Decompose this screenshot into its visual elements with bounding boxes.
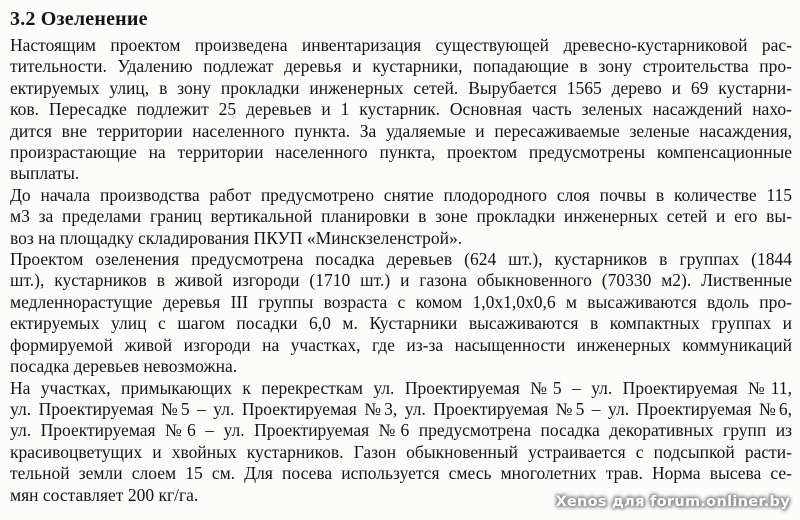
text-line: Проектом озеленения предусмотрена посадка деревьев (624 шт.), кустарников в группах (1844 bbox=[10, 249, 792, 270]
paragraph bbox=[10, 378, 792, 506]
text-line: шт.), кустарников в живой изгороди (1710 шт.) и газона обыкновенного (70330 м2). Лиственные bbox=[10, 270, 792, 291]
text-line: мян составляет 200 кг/га. bbox=[10, 484, 199, 505]
text-line: ков. Пересадке подлежит 25 деревьев и 1 кустарник. Основная часть зеленых насаждений нахо- bbox=[10, 99, 792, 120]
section-heading: 3.2 Озеленение bbox=[10, 8, 148, 30]
text-line: тельной земли слоем 15 см. Для посева используется смесь многолетних трав. Норма высева се- bbox=[10, 463, 792, 484]
text-line: красивоцветущих и хвойных кустарников. Газон обыкновенный устраивается с подсыпкой расти- bbox=[10, 441, 792, 462]
text-line: Настоящим проектом произведена инвентаризация существующей древесно-кустарниковой рас- bbox=[10, 35, 792, 55]
text-line: формируемой живой изгороди на участках, где из-за насыщенности инженерных коммуникаций bbox=[10, 334, 792, 355]
text-line: До начала производства работ предусмотрено снятие плодородного слоя почвы в количестве 115 bbox=[10, 184, 792, 205]
text-line: ектируемых улиц с шагом посадки 6,0 м. Кустарники высаживаются в компактных группах и bbox=[10, 313, 792, 334]
text-line: посадка деревьев невозможна. bbox=[10, 356, 238, 377]
text-line: ектируемых улиц, в зону прокладки инженерных сетей. Вырубается 1565 дерево и 69 кустарни- bbox=[10, 77, 792, 98]
text-line: м3 за пределами границ вертикальной планировки в зоне прокладки инженерных сетей и его вы- bbox=[10, 206, 792, 227]
text-line: произрастающие на территории населенного пункта, проектом предусмотрены компенсационные bbox=[10, 142, 792, 163]
watermark: Xenos для forum.onliner.by bbox=[555, 494, 790, 510]
paragraph bbox=[10, 35, 792, 185]
text-line: выплаты. bbox=[10, 163, 80, 184]
paragraph bbox=[10, 185, 792, 249]
text-line: На участках, примыкающих к перекресткам ул. Проектируемая №5 – ул. Проектируемая №11, bbox=[10, 377, 792, 398]
paragraph bbox=[10, 249, 792, 377]
text-line: медленнорастущие деревья III группы возраста с комом 1,0х1,0х0,6 м высаживаются вдоль про- bbox=[10, 291, 792, 312]
text-line: воз на площадку складирования ПКУП «Минскзеленстрой». bbox=[10, 227, 463, 248]
document-body bbox=[10, 35, 792, 506]
text-line: ул. Проектируемая №6 – ул. Проектируемая №6 предусмотрена посадка декоративных групп из bbox=[10, 420, 792, 441]
text-line: дится вне территории населенного пункта. За удаляемые и пересаживаемые зеленые насаждения, bbox=[10, 120, 792, 141]
text-line: тительности. Удалению подлежат деревья и кустарники, попадающие в зону строительства про- bbox=[10, 56, 792, 77]
text-line: ул. Проектируемая №5 – ул. Проектируемая №3, ул. Проектируемая №5 – ул. Проектируемая №6, bbox=[10, 398, 792, 419]
